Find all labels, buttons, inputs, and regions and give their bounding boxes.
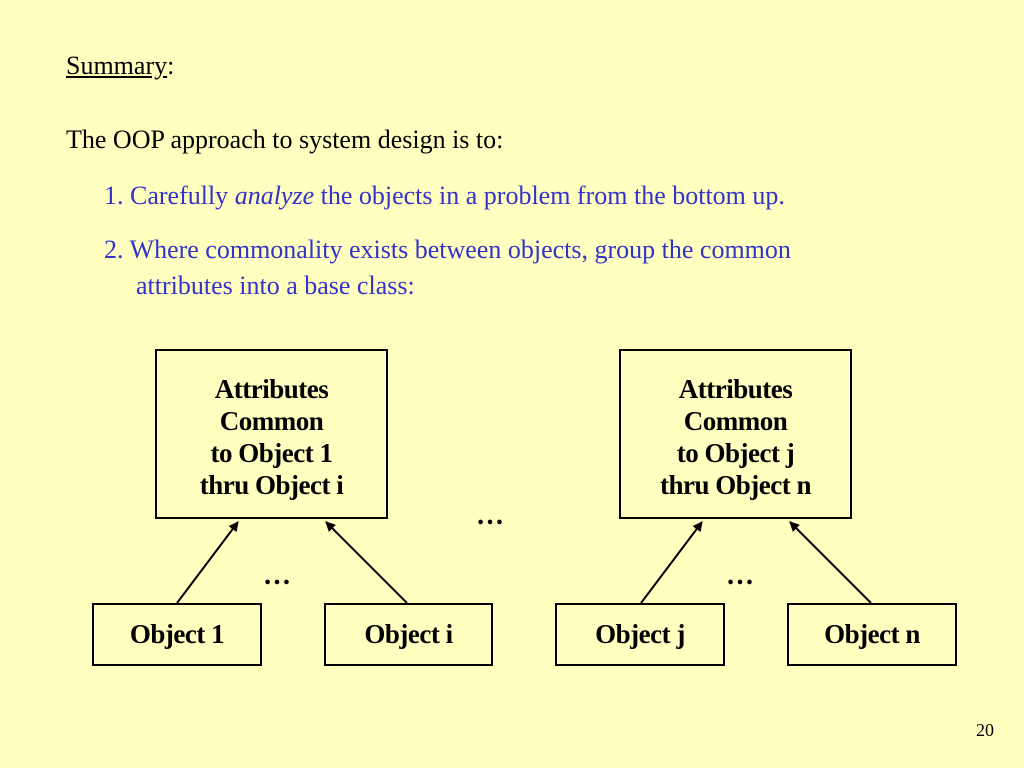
base-class-2-line-1: Attributes	[678, 374, 793, 404]
ellipsis-right-objects: …	[726, 560, 758, 591]
ellipsis-between-bases: …	[476, 500, 508, 531]
heading-colon: :	[167, 51, 175, 80]
base-class-1-line-4: thru Object i	[199, 470, 344, 500]
base-class-1-line-2: Common	[219, 406, 324, 436]
point-2-line-2: attributes into a base class:	[136, 271, 415, 300]
page-number: 20	[976, 720, 994, 740]
base-class-2-line-3: to Object j	[676, 438, 795, 468]
arrow-object-i-to-base-1	[326, 522, 407, 603]
point-1-emphasis: analyze	[234, 181, 315, 210]
arrow-object-n-to-base-2	[790, 522, 871, 603]
object-box-n: Object n	[787, 603, 957, 666]
point-2-line-1: Where commonality exists between objects, group the common	[129, 235, 791, 264]
base-class-box-2	[619, 349, 852, 519]
base-class-2-line-2: Common	[683, 406, 788, 436]
base-class-1-line-1: Attributes	[214, 374, 329, 404]
base-class-1-line-3: to Object 1	[210, 438, 333, 468]
point-1-text-after: the objects in a problem from the bottom up.	[314, 181, 785, 210]
point-1-text-before: Carefully	[130, 181, 235, 210]
arrow-object-j-to-base-2	[641, 522, 702, 603]
point-1-number: 1.	[104, 181, 124, 210]
arrow-object-1-to-base-1	[177, 522, 238, 603]
object-box-1: Object 1	[92, 603, 262, 666]
heading-text: Summary	[66, 51, 168, 80]
intro-text: The OOP approach to system design is to:	[66, 125, 504, 154]
object-box-j: Object j	[555, 603, 725, 666]
base-class-2-line-4: thru Object n	[660, 470, 811, 500]
base-class-box-1	[155, 349, 388, 519]
ellipsis-left-objects: …	[263, 560, 295, 591]
object-box-i: Object i	[324, 603, 493, 666]
point-2-number: 2.	[104, 235, 124, 264]
